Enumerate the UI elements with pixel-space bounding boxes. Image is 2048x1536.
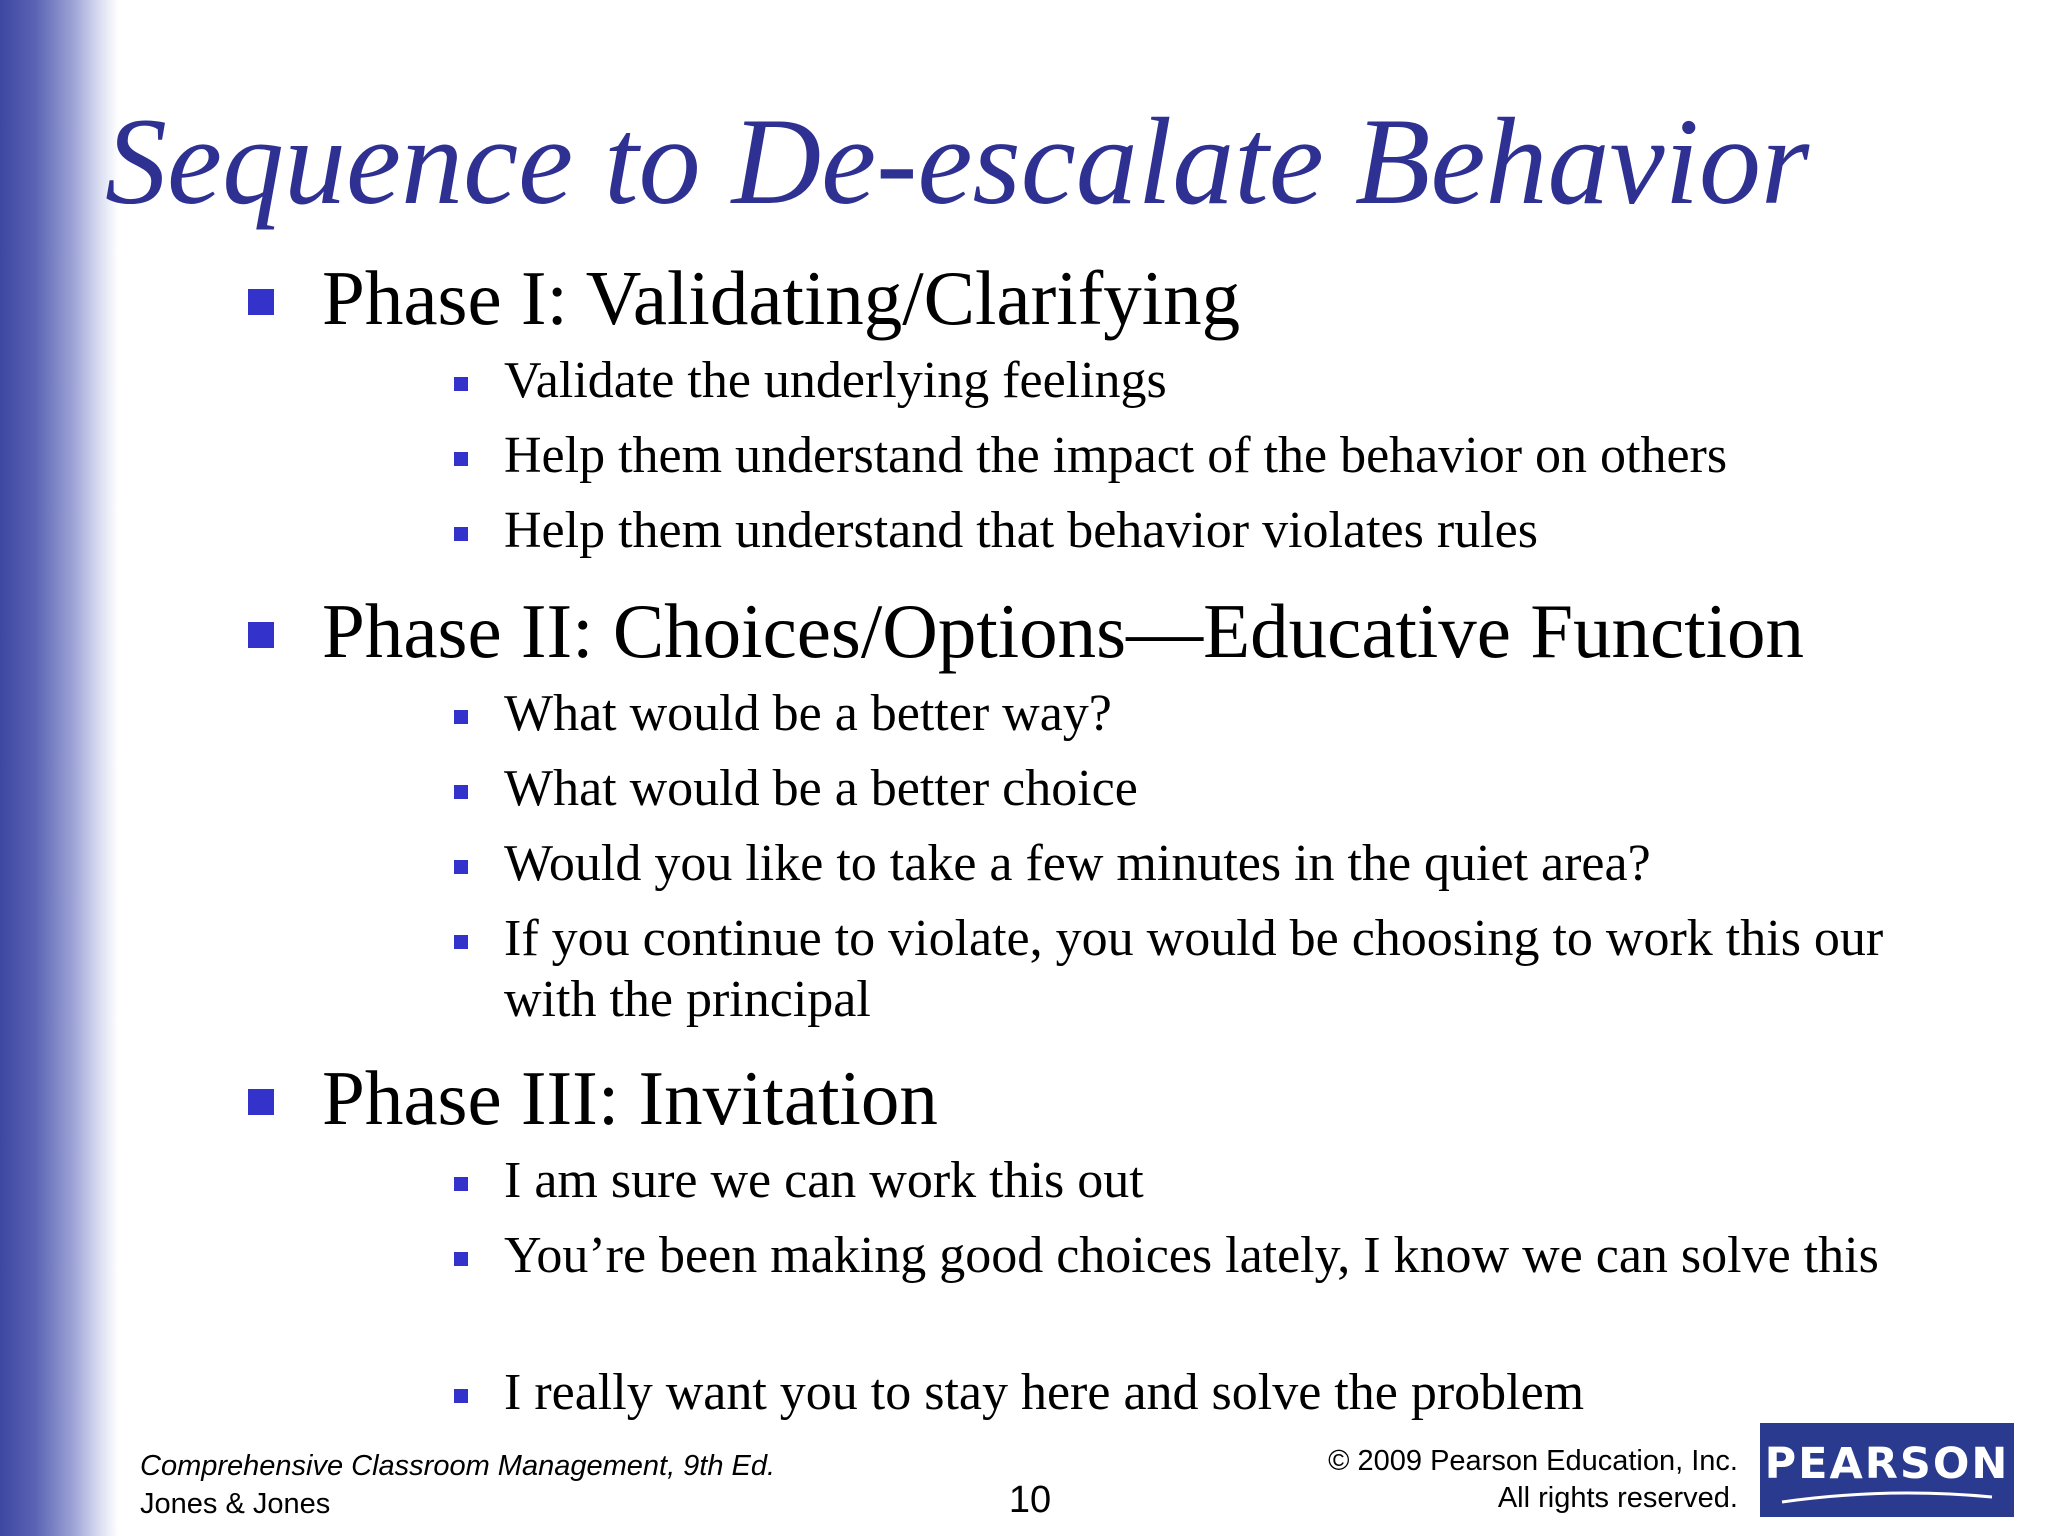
square-bullet-icon (454, 377, 468, 391)
square-bullet-icon (454, 452, 468, 466)
list-item-text: If you continue to violate, you would be choosing to work this our with the principal (504, 910, 1884, 1028)
phase-heading-text: Phase I: Validating/Clarifying (322, 255, 1241, 341)
list-item-text: What would be a better choice (504, 760, 1138, 817)
list-item-text: I really want you to stay here and solve the problem (504, 1364, 1585, 1421)
list-item-text: Validate the underlying feelings (504, 352, 1167, 409)
footer-copyright (1328, 1443, 1738, 1517)
list-item-text: Help them understand the impact of the behavior on others (504, 427, 1728, 484)
list-item-text: I am sure we can work this out (504, 1152, 1144, 1209)
square-bullet-icon (454, 935, 468, 949)
logo-swoosh-icon (1780, 1489, 1994, 1505)
footer-authors: Jones & Jones (140, 1488, 331, 1520)
footer-citation (140, 1447, 775, 1523)
square-bullet-icon (454, 710, 468, 724)
square-bullet-icon (248, 1089, 274, 1115)
slide-title: Sequence to De-escalate Behavior (105, 93, 1810, 230)
pearson-logo (1760, 1423, 2014, 1517)
square-bullet-icon (248, 622, 274, 648)
list-item-text: Help them understand that behavior violates rules (504, 502, 1538, 559)
square-bullet-icon (454, 527, 468, 541)
footer-book-title: Comprehensive Classroom Management, 9th Ed. (140, 1450, 776, 1482)
list-item-text: You’re been making good choices lately, I know we can solve this (504, 1227, 1879, 1284)
square-bullet-icon (454, 1177, 468, 1191)
square-bullet-icon (454, 785, 468, 799)
square-bullet-icon (454, 860, 468, 874)
phase-heading-text: Phase II: Choices/Options—Educative Function (322, 588, 1805, 674)
phase-heading-text: Phase III: Invitation (322, 1055, 938, 1141)
pearson-logo-text: PEARSON (1764, 1439, 2010, 1489)
square-bullet-icon (454, 1389, 468, 1403)
page-number: 10 (1008, 1479, 1052, 1521)
square-bullet-icon (248, 289, 274, 315)
list-item-text: Would you like to take a few minutes in the quiet area? (504, 835, 1651, 892)
copyright-line-1: © 2009 Pearson Education, Inc. (1328, 1445, 1738, 1477)
copyright-line-2: All rights reserved. (1497, 1482, 1738, 1514)
square-bullet-icon (454, 1252, 468, 1266)
list-item-text: What would be a better way? (504, 685, 1112, 742)
